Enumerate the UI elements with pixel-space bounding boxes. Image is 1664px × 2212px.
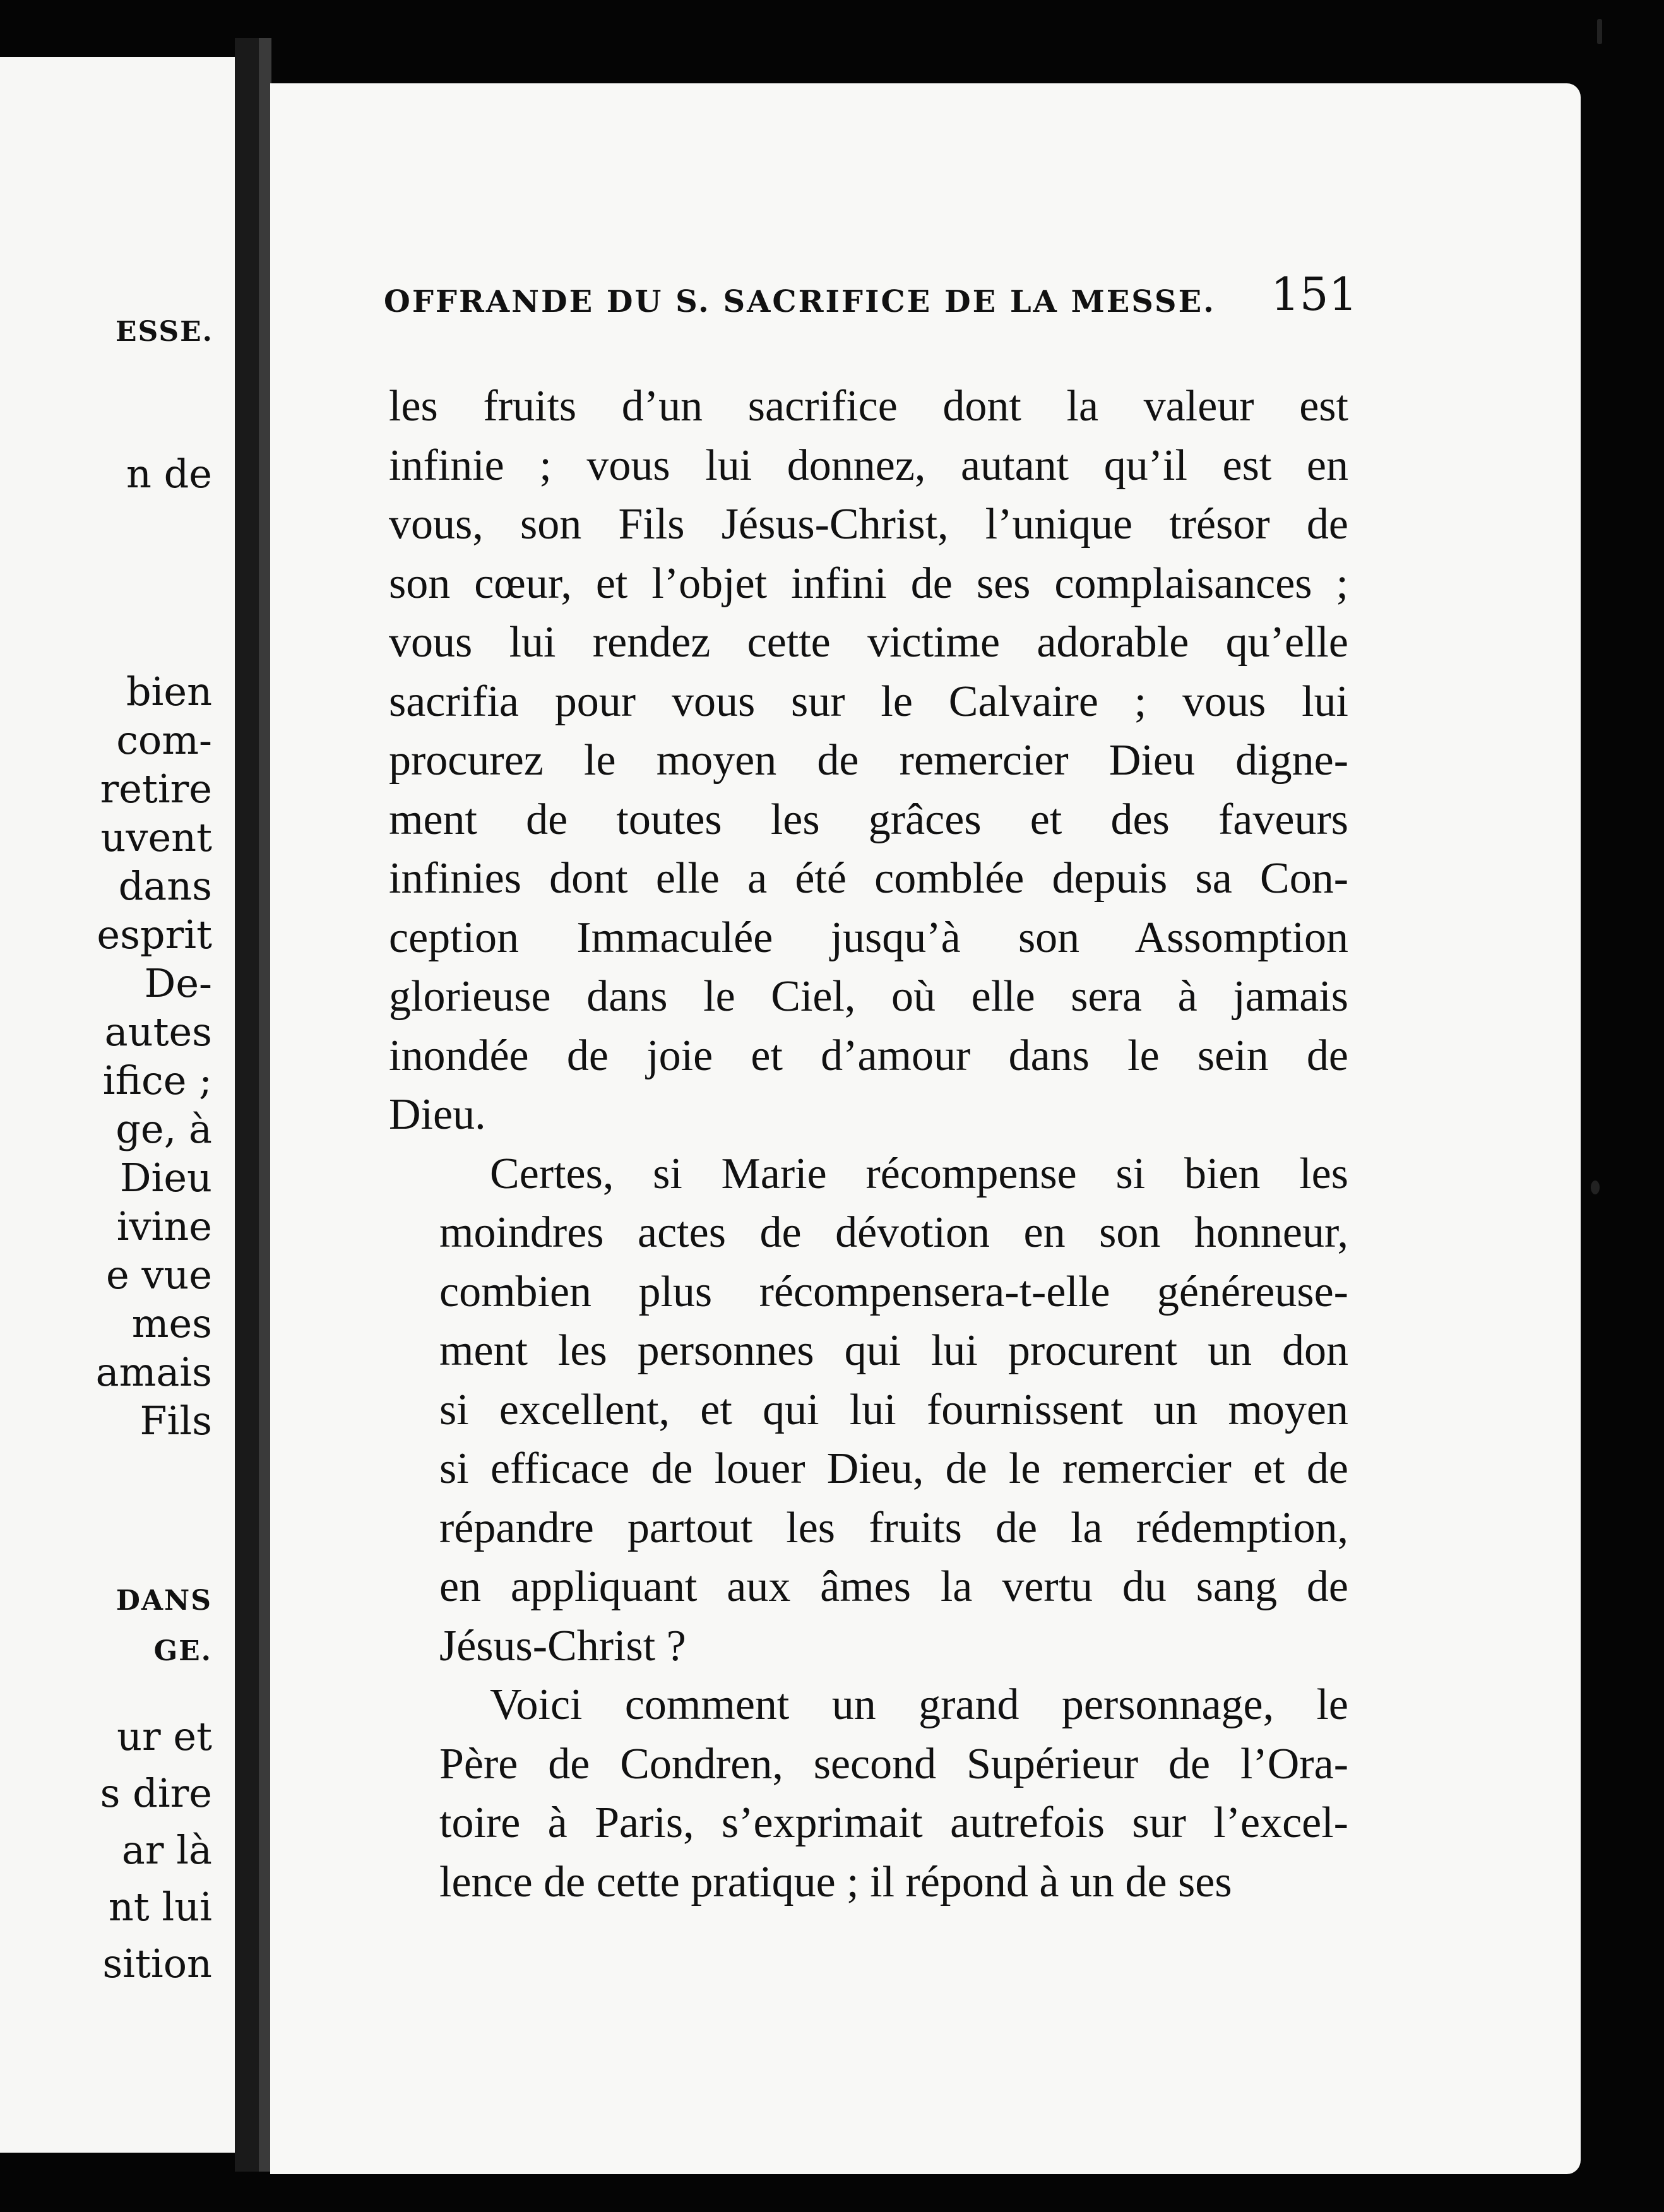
previous-page-line: com- [116,717,212,763]
previous-page-subheading: DANS [116,1585,212,1617]
text-line: toire à Paris, s’exprimait autrefois sur l’excel- [439,1799,1348,1847]
previous-page-line: s dire [100,1770,212,1816]
previous-page-line: esprit [97,912,212,958]
text-line: glorieuse dans le Ciel, où elle sera à jamais [389,972,1348,1021]
text-line: Dieu. [389,1090,486,1139]
paragraph [389,1145,1348,1676]
text-line: vous, son Fils Jésus-Christ, l’unique trésor de [389,500,1348,549]
previous-page-line: Dieu [119,1155,212,1201]
previous-page-line: De- [144,960,212,1006]
previous-page-subheading: GE. [153,1635,212,1667]
text-line: Père de Condren, second Supérieur de l’Ora- [439,1739,1348,1788]
text-line: Jésus-Christ ? [439,1621,686,1670]
text-line: ment de toutes les grâces et des faveurs [389,795,1348,844]
text-line: son cœur, et l’objet infini de ses complaisances ; [389,559,1348,608]
previous-page-line: ar là [121,1827,212,1873]
previous-page-line: dans [118,863,212,909]
text-line: inondée de joie et d’amour dans le sein de [389,1031,1348,1080]
text-line: infinie ; vous lui donnez, autant qu’il est en [389,441,1348,490]
text-line: si efficace de louer Dieu, de le remercier et de [439,1444,1348,1493]
previous-page-line: ifice ; [102,1057,212,1103]
text-line: lence de cette pratique ; il répond à un de ses [439,1857,1232,1906]
scan-speck [1591,1180,1600,1194]
text-line: les fruits d’un sacrifice dont la valeur est [389,382,1348,431]
page-body [389,377,1348,1912]
book-gutter-edge [259,38,271,2172]
text-line: ment les personnes qui lui procurent un don [439,1326,1348,1375]
text-line: combien plus récompensera-t-elle généreuse- [439,1267,1348,1316]
previous-page-line: e vue [105,1252,212,1298]
previous-page-line: amais [95,1349,212,1395]
previous-page-line: retire [100,766,212,812]
previous-page-line: ge, à [116,1106,212,1152]
running-head: OFFRANDE DU S. SACRIFICE DE LA MESSE. [384,284,1216,319]
previous-page-line: uvent [100,814,212,860]
text-line: moindres actes de dévotion en son honneur, [439,1208,1348,1257]
previous-page-running-head: ESSE. [116,316,213,348]
text-line: si excellent, et qui lui fournissent un moyen [439,1385,1348,1434]
previous-page-line: Fils [140,1398,212,1444]
text-line: Certes, si Marie récompense si bien les [490,1149,1348,1198]
paragraph [389,377,1348,1145]
text-line: répandre partout les fruits de la rédemption, [439,1503,1348,1552]
previous-page-line: nt lui [108,1884,212,1930]
text-line: infinies dont elle a été comblée depuis sa Con- [389,854,1348,903]
paragraph [389,1675,1348,1912]
text-line: sacrifia pour vous sur le Calvaire ; vous lui [389,677,1348,726]
text-line: Voici comment un grand personnage, le [490,1680,1348,1729]
text-line: procurez le moyen de remercier Dieu digne- [389,736,1348,785]
scan-speck [1597,19,1602,44]
previous-page-line: n de [126,451,212,497]
previous-page-line: bien [126,669,212,715]
page-number: 151 [1271,268,1358,321]
text-line: ception Immaculée jusqu’à son Assomption [389,913,1348,962]
previous-page [0,57,235,2153]
previous-page-line: sition [102,1941,212,1987]
previous-page-line: ur et [117,1713,212,1759]
text-line: vous lui rendez cette victime adorable qu’elle [389,618,1348,667]
book-page [270,83,1581,2174]
previous-page-line: ivine [116,1203,212,1249]
previous-page-line: mes [131,1300,212,1347]
previous-page-line: autes [104,1009,212,1055]
text-line: en appliquant aux âmes la vertu du sang de [439,1562,1348,1611]
